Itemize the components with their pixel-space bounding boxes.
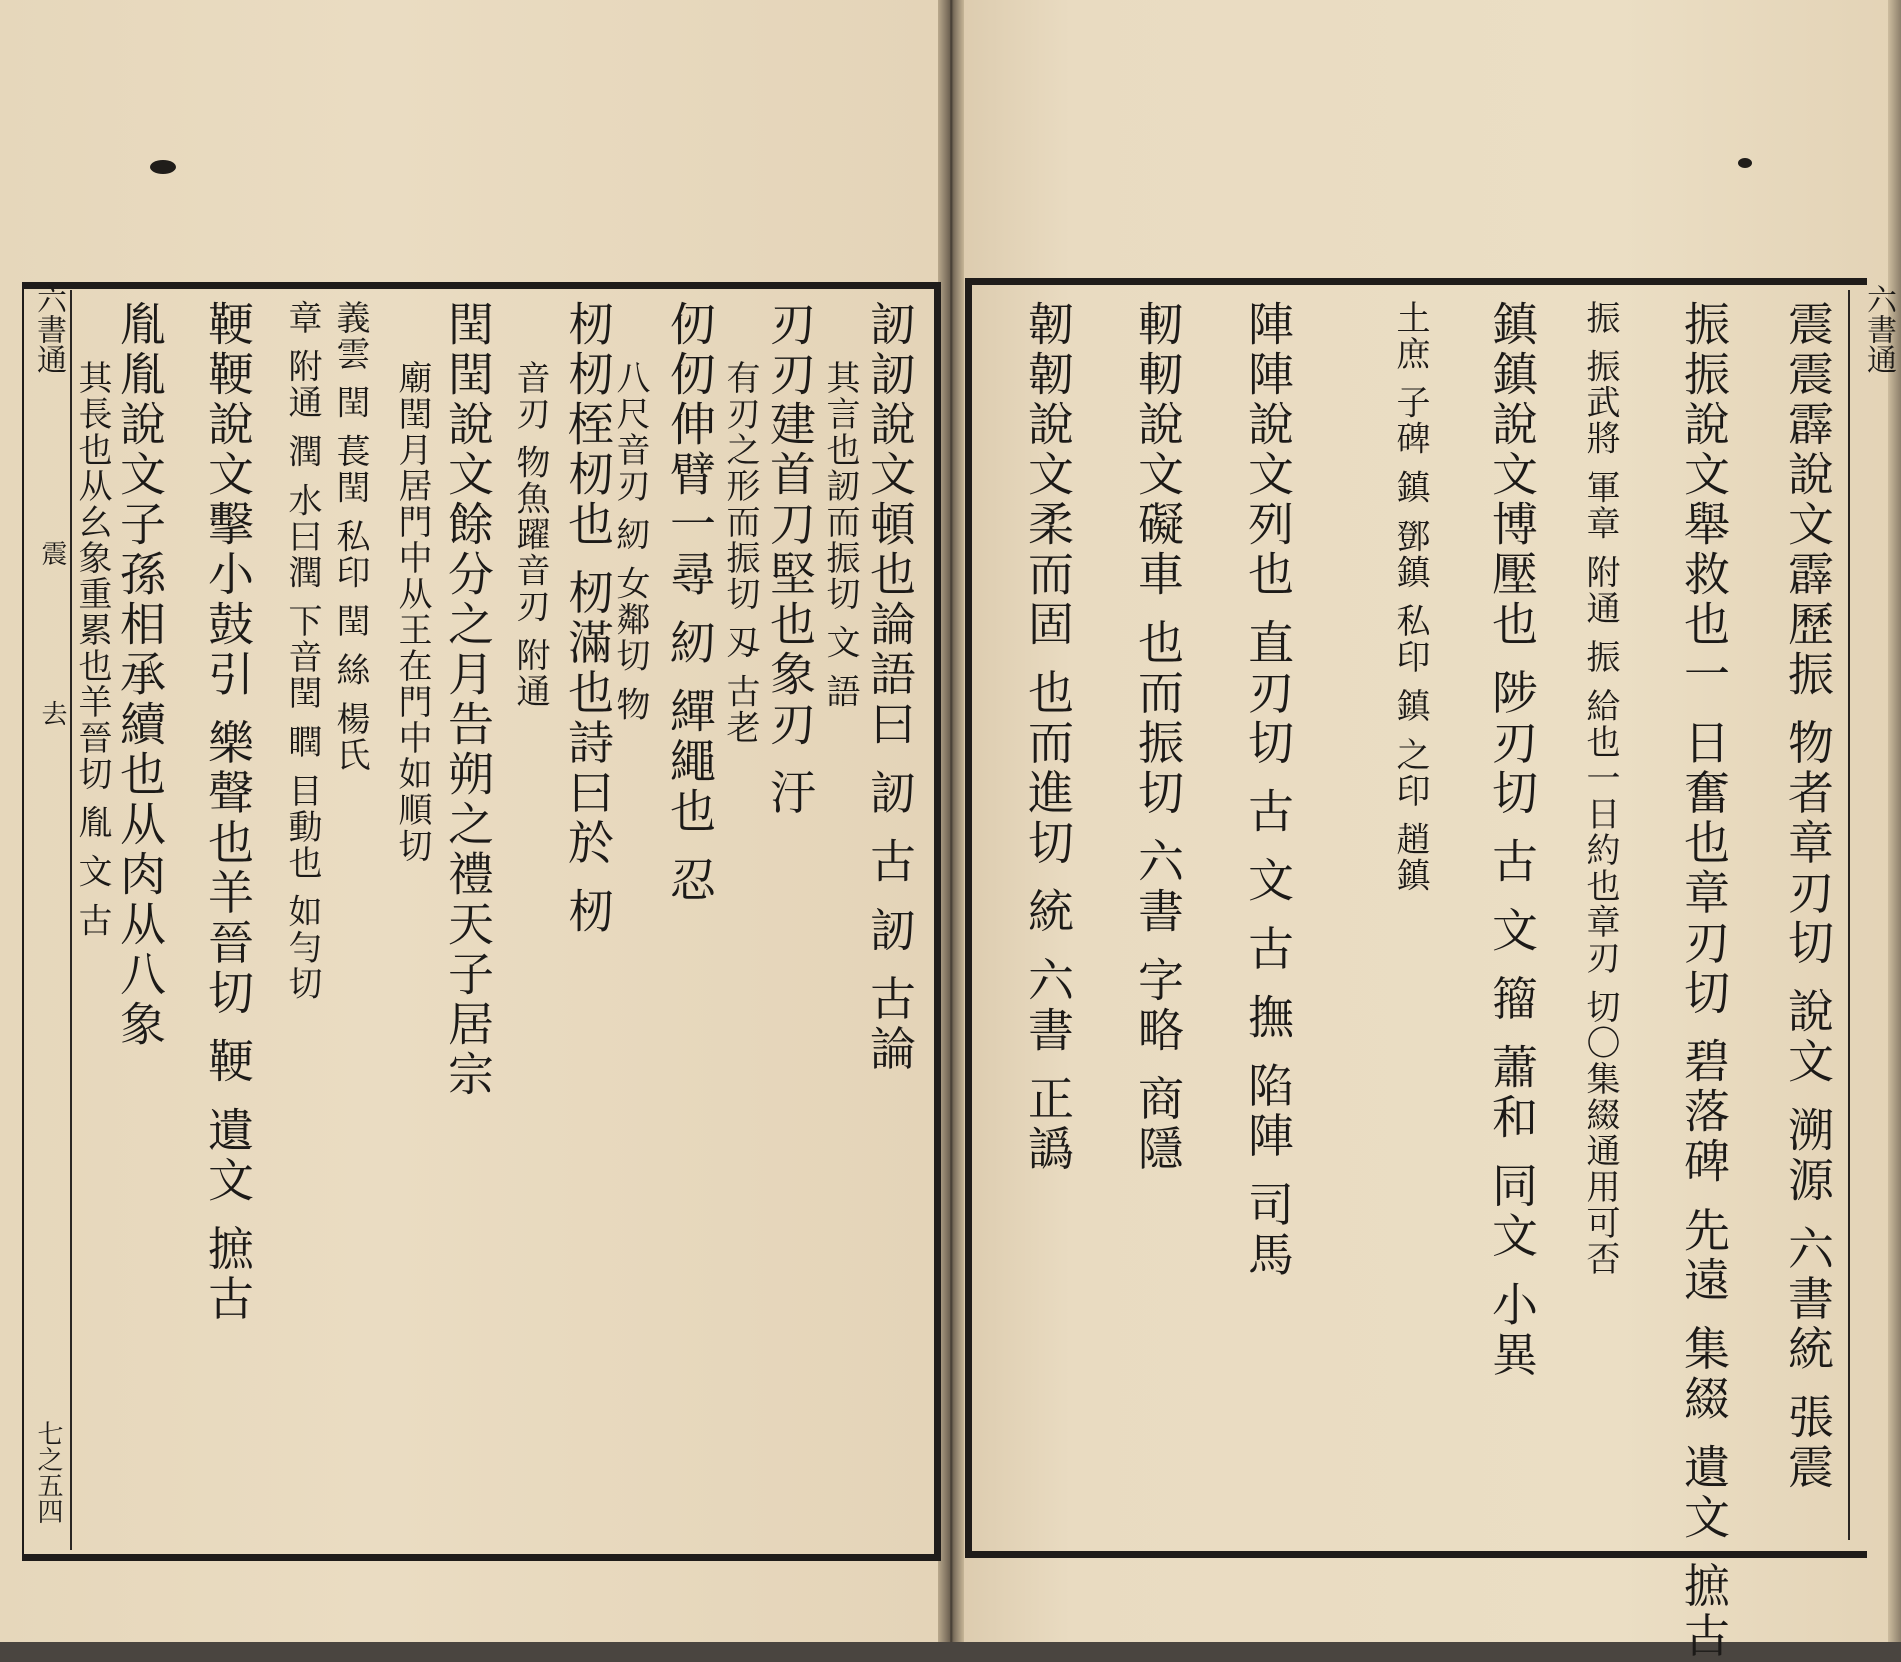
text-column: 陣陣說文列也 直刃切 古 文 古 撫 陷陣 司馬 bbox=[1241, 300, 1295, 1281]
text-column: 八尺音刃 紉 女鄰切 物 bbox=[610, 360, 650, 723]
right-margin-title: 六書通 bbox=[1861, 284, 1896, 374]
ear-divider bbox=[1848, 290, 1850, 1540]
text-column: 振振說文舉救也一 日奮也章刃切 碧落碑 先遠 集綴 遺文 摭古 bbox=[1677, 300, 1731, 1662]
tone-mark: 去 bbox=[37, 700, 67, 726]
text-column: 土庶 子碑 鎮 鄧鎮 私印 鎮 之印 趙鎮 bbox=[1390, 300, 1430, 894]
text-column: 其言也訒而振切 文 語 bbox=[820, 360, 860, 710]
text-column: 鞕鞕說文擊小鼓引 樂聲也羊晉切 鞕 遺文 摭古 bbox=[201, 300, 255, 1325]
left-margin-title: 六書通 bbox=[31, 284, 66, 374]
ink-spot bbox=[1738, 158, 1752, 168]
book-gutter bbox=[938, 0, 964, 1642]
text-column: 震震霹說文霹歷振 物者章刃切 說文 溯源 六書統 張震 bbox=[1781, 300, 1835, 1494]
text-column: 其長也从幺象重累也羊晉切 胤 文 古 bbox=[72, 360, 112, 939]
text-column: 義雲 閏 萇閏 私印 閏 絲 楊氏 bbox=[330, 300, 370, 773]
page-number: 七之五四 bbox=[33, 1420, 63, 1524]
text-column: 韌韌說文柔而固 也而進切 統 六書 正譌 bbox=[1021, 300, 1075, 1175]
text-column: 有刃之形而振切 刄 古老 bbox=[720, 360, 760, 746]
text-column: 訒訒說文頓也論語曰 訒 古 訒 古論 bbox=[863, 300, 917, 1075]
text-column: 閏閏說文餘分之月告朔之禮天子居宗 bbox=[441, 300, 495, 1100]
text-column: 胤胤說文子孫相承續也从肉从八象 bbox=[113, 300, 167, 1050]
text-column: 廟閏月居門中从王在門中如順切 bbox=[392, 360, 432, 864]
text-column: 杒杒桎杒也 杒滿也詩曰於 杒 bbox=[561, 300, 615, 938]
ink-spot bbox=[150, 160, 176, 174]
text-column: 仞仞伸臂一尋 紉 繟繩也 忍 bbox=[663, 300, 717, 906]
text-column: 章 附通 潤 水曰潤 下音閏 瞤 目動也 如勻切 bbox=[282, 300, 322, 1002]
text-column: 音刃 物魚躍音刃 附通 bbox=[510, 360, 550, 710]
text-column: 鎮鎮說文博壓也 陟刃切 古 文 籀 蕭和 同文 小異 bbox=[1485, 300, 1539, 1381]
text-column: 刃刃建首刀堅也象刃 汙 bbox=[763, 300, 817, 819]
text-column: 振 振武將 軍章 附通 振 給也一日約也章刃 切〇集綴通用可否 bbox=[1580, 300, 1620, 1277]
section-mark: 震 bbox=[37, 540, 67, 566]
text-column: 軔軔說文礙車 也而振切 六書 字略 商隱 bbox=[1131, 300, 1185, 1175]
